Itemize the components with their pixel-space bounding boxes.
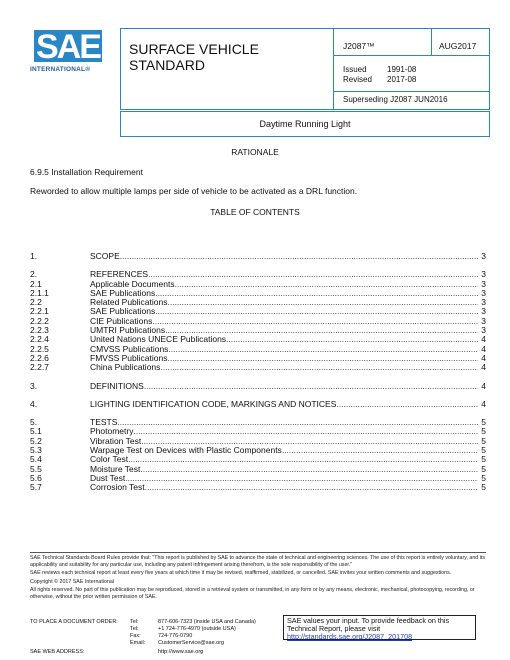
footer-review: SAE reviews each technical report at least every five years at which time it may be revised, reaffirmed, stabilized, or cancelled. SAE invites your written comments and suggestions. bbox=[30, 570, 452, 576]
toc-entry-number: 5.6 bbox=[30, 472, 42, 483]
toc-entry-number: 2. bbox=[30, 269, 38, 280]
toc-entry-page: 5 bbox=[481, 482, 486, 493]
toc-leader-dots bbox=[117, 418, 478, 427]
toc-entry-number: 2.2.3 bbox=[30, 325, 49, 336]
toc-leader-dots bbox=[175, 280, 478, 289]
rationale-text: Reworded to allow multiple lamps per side of vehicle to be activated as a DRL function. bbox=[30, 186, 358, 196]
toc-entry-number: 2.2.1 bbox=[30, 306, 49, 317]
toc-entry-number: 2.2.2 bbox=[30, 315, 49, 326]
tel-1: 877-606-7323 (inside USA and Canada) bbox=[158, 619, 256, 625]
revised-value: 2017-08 bbox=[387, 75, 417, 84]
toc-entry-number: 5.4 bbox=[30, 454, 42, 465]
logo-sub-text: INTERNATIONAL bbox=[30, 66, 86, 73]
toc-leader-dots bbox=[168, 298, 479, 307]
rationale-heading: RATIONALE bbox=[231, 147, 279, 157]
tel-label-2: Tel: bbox=[130, 626, 139, 632]
toc-entry-page: 5 bbox=[481, 454, 486, 465]
toc-entry-number: 2.1 bbox=[30, 278, 42, 289]
svg-text:SAE: SAE bbox=[36, 28, 100, 66]
document-header bbox=[120, 28, 490, 110]
toc-entry[interactable] bbox=[30, 483, 486, 492]
toc-entry-label: Color Test bbox=[90, 454, 129, 465]
toc-entry[interactable] bbox=[30, 400, 486, 409]
toc-leader-dots bbox=[282, 446, 478, 455]
toc-entry-label: SAE Publications bbox=[90, 287, 156, 298]
toc-entry-label: SAE Publications bbox=[90, 306, 156, 317]
toc-entry-number: 3. bbox=[30, 380, 38, 391]
toc-entry-number: 5.2 bbox=[30, 435, 42, 446]
toc-leader-dots bbox=[148, 270, 478, 279]
toc-entry-number: 1. bbox=[30, 251, 38, 261]
toc-entry-page: 3 bbox=[481, 297, 486, 308]
feedback-link[interactable]: http://standards.sae.org/J2087_201708 bbox=[287, 632, 413, 641]
tel-label: Tel: bbox=[130, 619, 139, 625]
toc-entry-number: 2.2.6 bbox=[30, 352, 49, 363]
feedback-box bbox=[283, 615, 476, 640]
toc-leader-dots bbox=[167, 354, 478, 363]
toc-entry-label: DEFINITIONS bbox=[90, 380, 144, 391]
toc-leader-dots bbox=[128, 455, 478, 464]
issued-value: 1991-08 bbox=[387, 65, 417, 74]
toc-leader-dots bbox=[168, 345, 478, 354]
toc-leader-dots bbox=[120, 252, 478, 261]
toc-entry-number: 2.2.4 bbox=[30, 334, 49, 345]
toc-entry-page: 3 bbox=[481, 306, 486, 317]
revised-label: Revised bbox=[343, 75, 372, 84]
toc-entry[interactable] bbox=[30, 252, 486, 261]
table-of-contents bbox=[30, 252, 486, 493]
toc-entry-label: CMVSS Publications bbox=[90, 343, 169, 354]
email-address: CustomerService@sae.org bbox=[158, 640, 225, 646]
toc-entry-label: Warpage Test on Devices with Plastic Components bbox=[90, 445, 282, 456]
title-line-1: SURFACE VEHICLE bbox=[129, 41, 259, 57]
order-info bbox=[30, 619, 256, 656]
toc-entry-page: 3 bbox=[481, 278, 486, 289]
toc-entry-label: SCOPE bbox=[90, 251, 120, 261]
footer-notices bbox=[30, 555, 486, 600]
rationale-section: 6.9.5 Installation Requirement bbox=[30, 167, 143, 177]
logo-registered: ® bbox=[85, 66, 91, 73]
toc-entry-page: 4 bbox=[481, 362, 486, 373]
toc-entry-label: Dust Test bbox=[90, 472, 126, 483]
toc-entry-page: 3 bbox=[481, 287, 486, 298]
toc-leader-dots bbox=[160, 363, 478, 372]
toc-entry-page: 4 bbox=[481, 343, 486, 354]
toc-entry-page: 5 bbox=[481, 445, 486, 456]
order-label: TO PLACE A DOCUMENT ORDER: bbox=[30, 619, 118, 625]
fax-number: 724-776-0790 bbox=[158, 633, 193, 639]
toc-entry-label: Related Publications bbox=[90, 297, 168, 308]
toc-entry-number: 5.5 bbox=[30, 463, 42, 474]
toc-entry-label: Moisture Test bbox=[90, 463, 141, 474]
toc-entry-number: 2.2 bbox=[30, 297, 42, 308]
issued-label: Issued bbox=[343, 65, 367, 74]
footer-rights: All rights reserved. No part of this publication may be reproduced, stored in a retrieval system or transmitted, in any form or by any means, electronic, mechanical, photocopying, recording, or otherwise, without the prior written permission of SAE. bbox=[30, 587, 475, 600]
web-address[interactable]: http://www.sae.org bbox=[158, 649, 204, 655]
toc-entry-page: 3 bbox=[481, 325, 486, 336]
toc-entry-label: CIE Publications bbox=[90, 315, 153, 326]
toc-entry-label: China Publications bbox=[90, 362, 161, 373]
toc-entry-page: 5 bbox=[481, 417, 486, 428]
toc-entry-page: 3 bbox=[481, 251, 486, 261]
footer-rules: SAE Technical Standards Board Rules provide that: "This report is published by SAE to advance the state of technical and engineering sciences. The use of this report is entirely voluntary, and its applicability and suitability for any particular use, including any patent infringement arising therefrom, is the sole responsibility of the user." bbox=[30, 555, 486, 568]
toc-leader-dots bbox=[152, 317, 478, 326]
superseding-note: Superseding J2087 JUN2016 bbox=[343, 95, 448, 104]
toc-leader-dots bbox=[140, 465, 478, 474]
toc-entry-label: United Nations UNECE Publications bbox=[90, 334, 227, 345]
toc-leader-dots bbox=[125, 474, 478, 483]
web-label: SAE WEB ADDRESS: bbox=[30, 649, 85, 655]
toc-entry-page: 4 bbox=[481, 398, 486, 409]
toc-entry-page: 4 bbox=[481, 352, 486, 363]
fax-label: Fax: bbox=[130, 633, 141, 639]
toc-entry-page: 5 bbox=[481, 472, 486, 483]
toc-entry-number: 2.1.1 bbox=[30, 287, 49, 298]
toc-leader-dots bbox=[226, 335, 478, 344]
toc-entry-page: 5 bbox=[481, 463, 486, 474]
document-type bbox=[129, 41, 329, 73]
toc-entry-label: Photometry bbox=[90, 426, 134, 437]
feedback-text: SAE values your input. To provide feedback on this Technical Report, please visit bbox=[287, 616, 450, 633]
issue-info bbox=[343, 65, 416, 85]
toc-leader-dots bbox=[145, 483, 478, 492]
toc-leader-dots bbox=[144, 382, 478, 391]
title-line-2: STANDARD bbox=[129, 57, 205, 73]
document-date: AUG2017 bbox=[439, 41, 477, 51]
toc-entry-number: 5.7 bbox=[30, 482, 42, 493]
toc-entry-label: TESTS bbox=[90, 417, 118, 428]
email-label: Email: bbox=[130, 640, 146, 646]
toc-leader-dots bbox=[133, 427, 478, 436]
toc-leader-dots bbox=[155, 307, 478, 316]
toc-entry-label: Applicable Documents bbox=[90, 278, 175, 289]
sae-logo bbox=[30, 28, 110, 78]
toc-entry-page: 5 bbox=[481, 426, 486, 437]
toc-entry[interactable] bbox=[30, 363, 486, 372]
toc-entry-label: Vibration Test bbox=[90, 435, 142, 446]
toc-entry-page: 4 bbox=[481, 380, 486, 391]
toc-entry-number: 5. bbox=[30, 417, 38, 428]
toc-heading: TABLE OF CONTENTS bbox=[210, 207, 300, 217]
toc-entry-label: FMVSS Publications bbox=[90, 352, 168, 363]
toc-entry-number: 5.1 bbox=[30, 426, 42, 437]
toc-leader-dots bbox=[336, 400, 478, 409]
footer-divider bbox=[30, 552, 486, 553]
toc-entry-page: 3 bbox=[481, 269, 486, 280]
footer-copyright: Copyright © 2017 SAE International bbox=[30, 578, 114, 585]
toc-entry-number: 4. bbox=[30, 398, 38, 409]
toc-entry[interactable] bbox=[30, 382, 486, 391]
document-number: J2087™ bbox=[343, 41, 375, 51]
toc-entry-number: 2.2.7 bbox=[30, 362, 49, 373]
toc-entry-number: 5.3 bbox=[30, 445, 42, 456]
document-subtitle: Daytime Running Light bbox=[120, 111, 490, 137]
toc-entry-label: Corrosion Test bbox=[90, 482, 145, 493]
toc-leader-dots bbox=[155, 289, 478, 298]
tel-2: +1 724-776-4970 (outside USA) bbox=[158, 626, 236, 632]
toc-entry-label: UMTRI Publications bbox=[90, 325, 166, 336]
toc-entry-page: 3 bbox=[481, 315, 486, 326]
toc-entry-label: LIGHTING IDENTIFICATION CODE, MARKINGS AND NOTICES bbox=[90, 398, 337, 409]
toc-entry-page: 4 bbox=[481, 334, 486, 345]
toc-entry-number: 2.2.5 bbox=[30, 343, 49, 354]
toc-entry-page: 5 bbox=[481, 435, 486, 446]
toc-entry-label: REFERENCES bbox=[90, 269, 149, 280]
